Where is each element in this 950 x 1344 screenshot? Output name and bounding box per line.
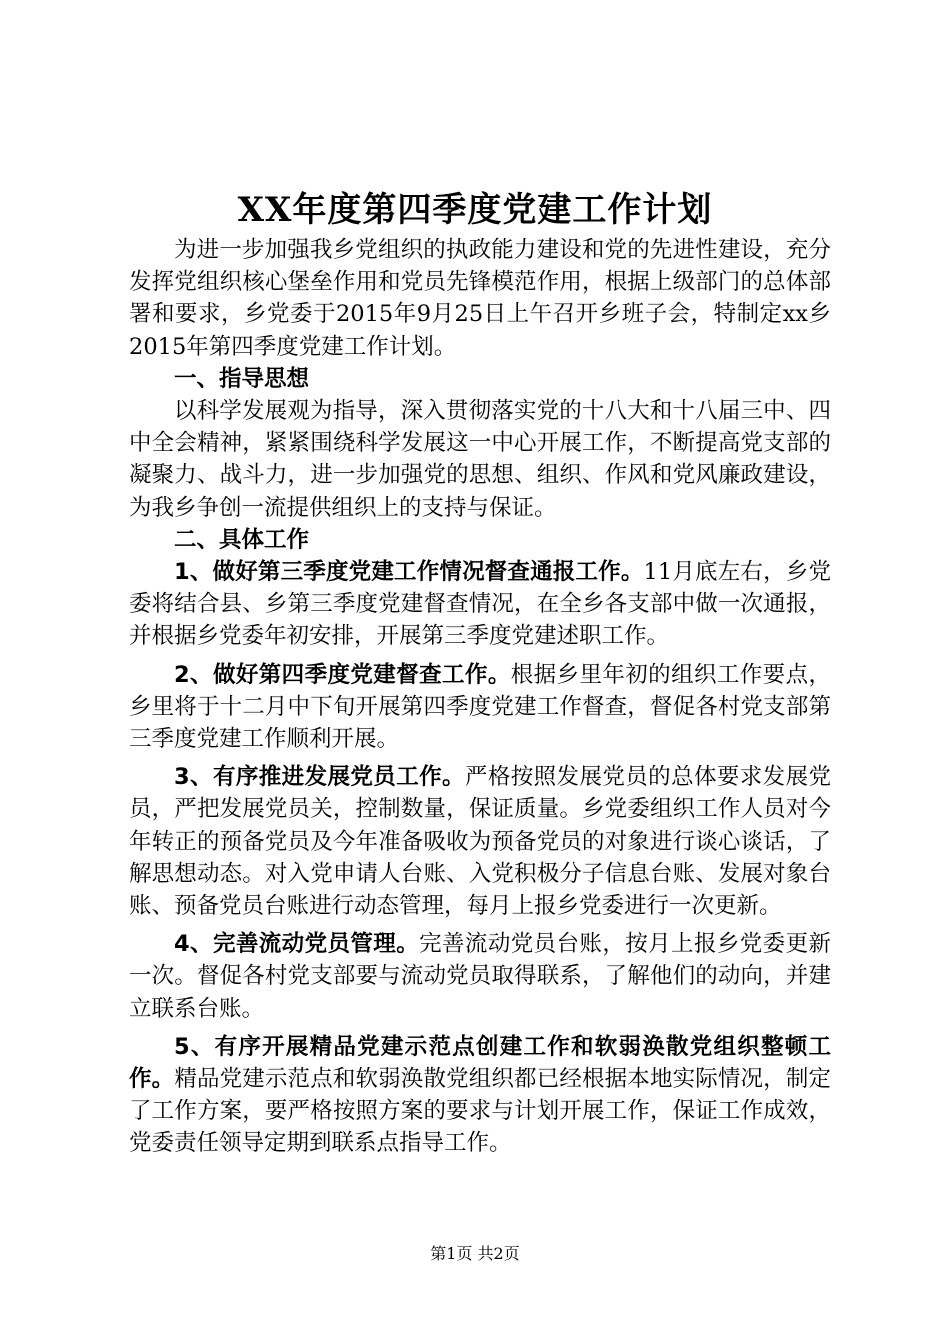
page-footer <box>0 1244 950 1264</box>
work-item-2-text: 根据乡里年初的组织工作要点，乡里将于十二月中下旬开展第四季度党建工作督查，督促各村党支部第三季度党建工作顺利开展。 <box>129 661 831 753</box>
work-item-1-text: 11月底左右，乡党委将结合县、乡第三季度党建督查情况，在全乡各支部中做一次通报，并根据乡党委年初安排，开展第三季度党建述职工作。 <box>129 559 831 650</box>
work-item-1 <box>129 556 831 653</box>
work-item-2-lead: 2、做好第四季度党建督查工作。 <box>174 661 511 688</box>
work-item-4-text: 完善流动党员台账，按月上报乡党委更新一次。督促各村党支部要与流动党员取得联系，了解他们的动向，并建立联系台账。 <box>129 931 831 1022</box>
work-item-3-text: 严格按照发展党员的总体要求发展党员，严把发展党员关，控制数量，保证质量。乡党委组织工作人员对今年转正的预备党员及今年准备吸收为预备党员的对象进行谈心谈话，了解思想动态。对入党申请人台账、入党积极分子信息台账、发展对象台账、预备党员台账进行动态管理，每月上报乡党委进行一次更新。 <box>129 764 831 920</box>
guiding-ideology-paragraph: 以科学发展观为指导，深入贯彻落实党的十八大和十八届三中、四中全会精神，紧紧围绕科学发展这一中心开展工作，不断提高党支部的凝聚力、战斗力，进一步加强党的思想、组织、作风和党风廉政建设，为我乡争创一流提供组织上的支持与保证。 <box>129 398 831 521</box>
work-item-3-lead: 3、有序推进发展党员工作。 <box>174 764 465 791</box>
work-item-5 <box>129 1031 831 1160</box>
section-heading-guiding-ideology: 一、指导思想 <box>174 365 310 392</box>
work-item-3 <box>129 761 831 922</box>
page-title: XX年度第四季度党建工作计划 <box>237 190 713 230</box>
work-item-2 <box>129 659 831 756</box>
work-item-4-lead: 4、完善流动党员管理。 <box>174 931 420 958</box>
page-indicator: 第1页 共2页 <box>430 1244 520 1263</box>
work-item-1-lead: 1、做好第三季度党建工作情况督查通报工作。 <box>174 559 644 586</box>
section-heading-specific-work: 二、具体工作 <box>174 526 310 553</box>
work-item-5-text: 精品党建示范点和软弱涣散党组织都已经根据本地实际情况，制定了工作方案，要严格按照方案的要求与计划开展工作，保证工作成效，党委责任领导定期到联系点指导工作。 <box>129 1066 831 1157</box>
work-item-4 <box>129 928 831 1025</box>
work-item-5-lead: 5、有序开展精品党建示范点创建工作和软弱涣散党组织整顿工作。 <box>129 1033 831 1093</box>
intro-paragraph: 为进一步加强我乡党组织的执政能力建设和党的先进性建设，充分发挥党组织核心堡垒作用和党员先锋模范作用，根据上级部门的总体部署和要求，乡党委于2015年9月25日上午召开乡班子会，特制定xx乡2015年第四季度党建工作计划。 <box>129 237 831 360</box>
document-body <box>129 234 831 1160</box>
